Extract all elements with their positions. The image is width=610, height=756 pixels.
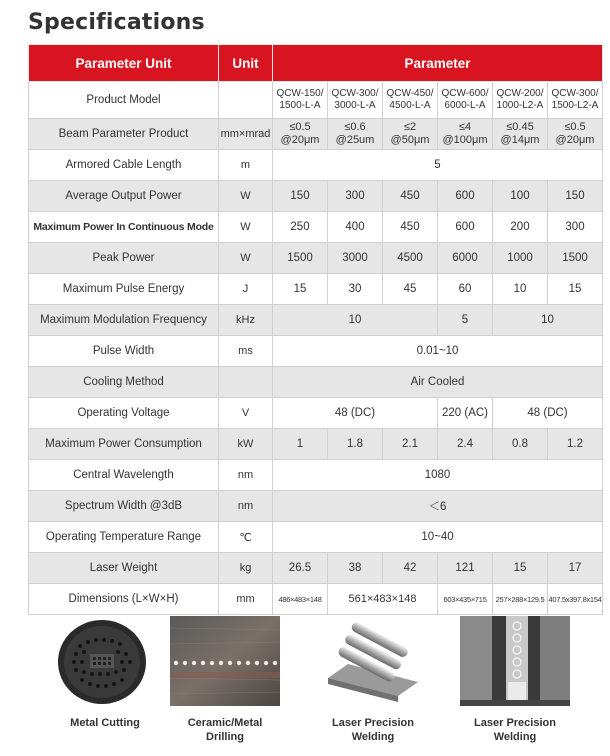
value-cell: 150 <box>548 181 603 212</box>
row-unit <box>219 367 273 398</box>
value-cell: 600 <box>438 181 493 212</box>
value-cell: ≤0.45 @14μm <box>493 119 548 150</box>
value-cell: ≤0.5 @20μm <box>548 119 603 150</box>
model-cell: QCW-200/ 1000-L2-A <box>493 82 548 119</box>
row-unit: mm <box>219 584 273 615</box>
table-row-cooling-method <box>29 367 603 398</box>
value-cell: ≤0.5 @20μm <box>273 119 328 150</box>
table-row-average-power <box>29 181 603 212</box>
table-row-pulse-energy <box>29 274 603 305</box>
value-cell: 10 <box>273 305 438 336</box>
row-unit: mm×mrad <box>219 119 273 150</box>
caption-metal-cutting: Metal Cutting <box>70 717 140 729</box>
table-row-beam-parameter <box>29 119 603 150</box>
value-cell: 48 (DC) <box>273 398 438 429</box>
header-row <box>29 45 603 82</box>
value-cell: 0.01~10 <box>273 336 603 367</box>
caption-laser-welding-2: Laser Precision Welding <box>474 717 556 743</box>
row-name: Armored Cable Length <box>29 150 219 181</box>
value-cell: 600 <box>438 212 493 243</box>
model-cell: QCW-300/ 1500-L2-A <box>548 82 603 119</box>
header-parameter: Parameter <box>273 45 603 82</box>
row-name: Operating Voltage <box>29 398 219 429</box>
model-cell: QCW-300/ 3000-L-A <box>328 82 383 119</box>
precision-welding-image <box>460 616 570 706</box>
value-cell: 1000 <box>493 243 548 274</box>
value-cell: ≤0.6 @25um <box>328 119 383 150</box>
row-unit: W <box>219 243 273 274</box>
value-cell: 1500 <box>273 243 328 274</box>
value-cell: ≤2 @50μm <box>383 119 438 150</box>
value-cell: 1500 <box>548 243 603 274</box>
table-row-power-consumption <box>29 429 603 460</box>
value-cell: 603×435×715 <box>438 584 493 615</box>
value-cell: 257×288×129.5 <box>493 584 548 615</box>
table-row-laser-weight <box>29 553 603 584</box>
row-unit: kW <box>219 429 273 460</box>
ceramic-drilling-image <box>170 616 280 706</box>
table-row-modulation-frequency <box>29 305 603 336</box>
row-name: Maximum Pulse Energy <box>29 274 219 305</box>
value-cell: 220 (AC) <box>438 398 493 429</box>
row-name: Beam Parameter Product <box>29 119 219 150</box>
value-cell: 30 <box>328 274 383 305</box>
row-unit: ms <box>219 336 273 367</box>
row-name: Peak Power <box>29 243 219 274</box>
value-cell: 15 <box>273 274 328 305</box>
value-cell: 407.5x397.8x154 <box>548 584 603 615</box>
row-name: Maximum Power Consumption <box>29 429 219 460</box>
model-cell: QCW-450/ 4500-L-A <box>383 82 438 119</box>
row-unit: W <box>219 212 273 243</box>
value-cell: 450 <box>383 181 438 212</box>
value-cell: 300 <box>548 212 603 243</box>
value-cell: 5 <box>273 150 603 181</box>
row-name: Cooling Method <box>29 367 219 398</box>
row-unit: nm <box>219 460 273 491</box>
value-cell: 1080 <box>273 460 603 491</box>
page-title: Specifications <box>28 10 205 35</box>
value-cell: 121 <box>438 553 493 584</box>
value-cell: 15 <box>493 553 548 584</box>
row-unit: kHz <box>219 305 273 336</box>
row-name: Central Wavelength <box>29 460 219 491</box>
row-name: Dimensions (L×W×H) <box>29 584 219 615</box>
table-row-central-wavelength <box>29 460 603 491</box>
value-cell: 48 (DC) <box>493 398 603 429</box>
header-parameter-unit: Parameter Unit <box>29 45 219 82</box>
value-cell: Air Cooled <box>273 367 603 398</box>
table-row-product-model <box>29 82 603 119</box>
value-cell: 0.8 <box>493 429 548 460</box>
value-cell: 6000 <box>438 243 493 274</box>
value-cell: 300 <box>328 181 383 212</box>
table-row-pulse-width <box>29 336 603 367</box>
value-cell: 3000 <box>328 243 383 274</box>
row-unit: nm <box>219 491 273 522</box>
value-cell: 400 <box>328 212 383 243</box>
table-row-operating-voltage <box>29 398 603 429</box>
model-cell: QCW-150/ 1500-L-A <box>273 82 328 119</box>
value-cell: ≤4 @100μm <box>438 119 493 150</box>
value-cell: ＜6 <box>273 491 603 522</box>
value-cell: 1.2 <box>548 429 603 460</box>
row-unit: W <box>219 181 273 212</box>
caption-ceramic-drilling: Ceramic/Metal Drilling <box>187 717 263 743</box>
table-row-cable-length <box>29 150 603 181</box>
row-name: Laser Weight <box>29 553 219 584</box>
application-gallery <box>28 616 602 756</box>
table-row-max-power <box>29 212 603 243</box>
row-name: Maximum Power In Continuous Mode <box>29 212 219 243</box>
value-cell: 17 <box>548 553 603 584</box>
value-cell: 200 <box>493 212 548 243</box>
row-unit: m <box>219 150 273 181</box>
metal-cutting-image <box>50 616 158 706</box>
row-unit: J <box>219 274 273 305</box>
header-unit: Unit <box>219 45 273 82</box>
table-row-spectrum-width <box>29 491 603 522</box>
value-cell: 26.5 <box>273 553 328 584</box>
value-cell: 60 <box>438 274 493 305</box>
value-cell: 38 <box>328 553 383 584</box>
value-cell: 2.1 <box>383 429 438 460</box>
spec-table <box>28 44 603 615</box>
row-name: Average Output Power <box>29 181 219 212</box>
value-cell: 150 <box>273 181 328 212</box>
value-cell: 5 <box>438 305 493 336</box>
row-unit: kg <box>219 553 273 584</box>
value-cell: 1.8 <box>328 429 383 460</box>
row-name: Spectrum Width @3dB <box>29 491 219 522</box>
value-cell: 10~40 <box>273 522 603 553</box>
row-unit <box>219 82 273 119</box>
row-name: Maximum Modulation Frequency <box>29 305 219 336</box>
value-cell: 450 <box>383 212 438 243</box>
value-cell: 100 <box>493 181 548 212</box>
row-name: Product Model <box>29 82 219 119</box>
value-cell: 250 <box>273 212 328 243</box>
model-cell: QCW-600/ 6000-L-A <box>438 82 493 119</box>
value-cell: 10 <box>493 305 603 336</box>
value-cell: 1 <box>273 429 328 460</box>
value-cell: 45 <box>383 274 438 305</box>
row-unit: V <box>219 398 273 429</box>
table-row-peak-power <box>29 243 603 274</box>
welding-rods-image <box>318 616 428 706</box>
value-cell: 10 <box>493 274 548 305</box>
table-row-operating-temperature <box>29 522 603 553</box>
caption-laser-welding: Laser Precision Welding <box>332 717 414 743</box>
row-name: Pulse Width <box>29 336 219 367</box>
value-cell: 15 <box>548 274 603 305</box>
value-cell: 2.4 <box>438 429 493 460</box>
value-cell: 42 <box>383 553 438 584</box>
table-row-dimensions <box>29 584 603 615</box>
value-cell: 4500 <box>383 243 438 274</box>
row-unit: ℃ <box>219 522 273 553</box>
value-cell: 561×483×148 <box>328 584 438 615</box>
value-cell: 486×483×148 <box>273 584 328 615</box>
row-name: Operating Temperature Range <box>29 522 219 553</box>
